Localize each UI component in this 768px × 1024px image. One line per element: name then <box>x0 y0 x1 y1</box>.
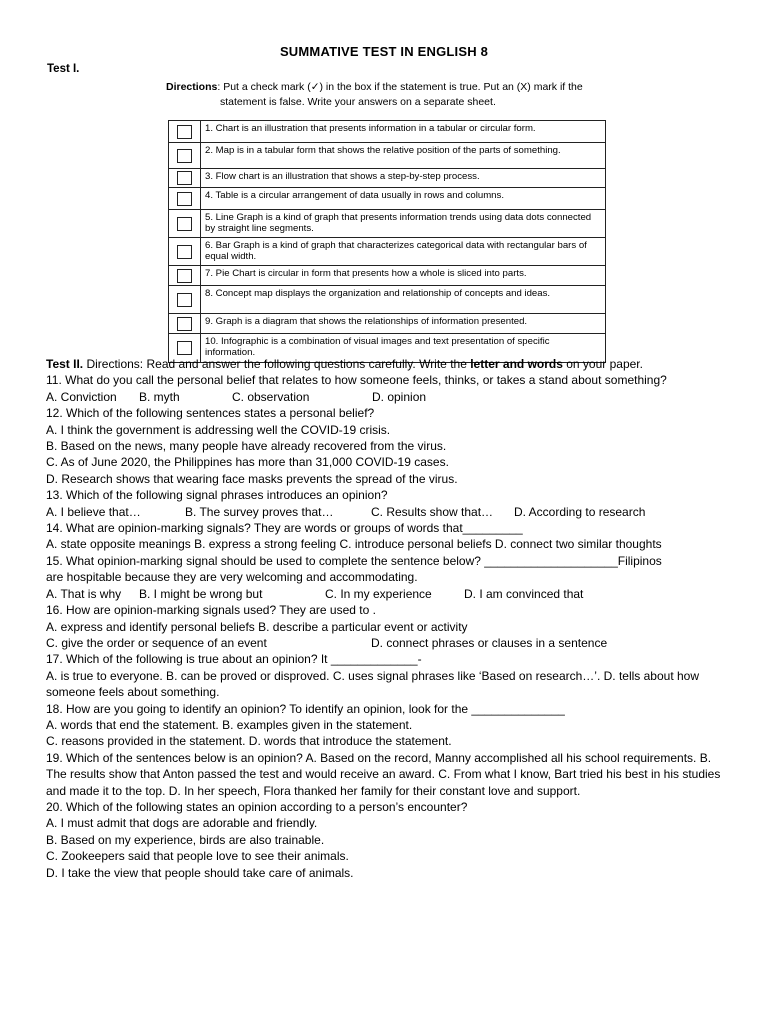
question-16-options-cd <box>46 635 726 651</box>
table-row <box>169 169 606 188</box>
question-20: 20. Which of the following states an opinion according to a person’s encounter? <box>46 799 468 814</box>
table-row <box>169 238 606 266</box>
option-c: C. In my experience <box>325 586 432 601</box>
question-11: 11. What do you call the personal belief that relates to how someone feels, thinks, or takes a stand about something? <box>46 373 667 388</box>
option-d: D. opinion <box>372 389 427 404</box>
statement-text: 1. Chart is an illustration that presents information in a tabular or circular form. <box>201 121 606 143</box>
table-row <box>169 210 606 238</box>
statement-text: 6. Bar Graph is a kind of graph that characterizes categorical data with rectangular bars of equal width. <box>201 238 606 266</box>
option-c: C. give the order or sequence of an event <box>46 635 267 650</box>
option-d: D. Research shows that wearing face masks prevents the spread of the virus. <box>46 471 458 486</box>
option-d: D. I am convinced that <box>464 586 584 601</box>
option-d: D. According to research <box>514 504 646 519</box>
true-false-table <box>168 120 606 363</box>
option-d: D. connect phrases or clauses in a sentence <box>371 635 608 650</box>
option-b: B. Based on the news, many people have already recovered from the virus. <box>46 439 447 454</box>
question-13-options <box>46 504 726 520</box>
option-c: C. observation <box>232 389 310 404</box>
option-c: C. As of June 2020, the Philippines has more than 31,000 COVID-19 cases. <box>46 455 449 470</box>
question-15-options <box>46 586 726 602</box>
option-c: C. Zookeepers said that people love to see their animals. <box>46 849 349 864</box>
statement-text: 3. Flow chart is an illustration that shows a step-by-step process. <box>201 169 606 188</box>
test-1-directions <box>166 80 616 110</box>
option-c: C. Results show that… <box>371 504 494 519</box>
option-a: A. Conviction <box>46 389 117 404</box>
question-18: 18. How are you going to identify an opinion? To identify an opinion, look for the ______________ <box>46 701 565 716</box>
answer-checkbox[interactable] <box>177 192 192 206</box>
answer-checkbox[interactable] <box>177 149 192 163</box>
question-16: 16. How are opinion-marking signals used? They are used to . <box>46 603 376 618</box>
test-2-heading: Test II. <box>46 357 84 371</box>
question-18-options-cd: C. reasons provided in the statement. D. words that introduce the statement. <box>46 734 452 749</box>
question-19: 19. Which of the sentences below is an opinion? A. Based on the record, Manny accomplished all his school requirements. B. The results show that Anton passed the test and would receive an award. C. From what I know, Bart tried his best in his studies and made it to the top. D. In her speech, Flora thanked her family for their constant love and support. <box>46 750 721 798</box>
answer-checkbox[interactable] <box>177 217 192 231</box>
question-14-options: A. state opposite meanings B. express a strong feeling C. introduce personal beliefs D. connect two similar thoughts <box>46 537 662 552</box>
option-a: A. I believe that… <box>46 504 141 519</box>
option-b: B. myth <box>139 389 180 404</box>
statement-text: 9. Graph is a diagram that shows the relationships of information presented. <box>201 314 606 334</box>
directions-line-1 <box>166 80 616 95</box>
answer-checkbox[interactable] <box>177 125 192 139</box>
question-12: 12. Which of the following sentences states a personal belief? <box>46 406 375 421</box>
answer-checkbox[interactable] <box>177 245 192 259</box>
directions-label: Directions <box>166 81 218 93</box>
question-14: 14. What are opinion-marking signals? They are words or groups of words that_________ <box>46 521 523 536</box>
test-2-section <box>46 356 726 881</box>
directions-line-2: statement is false. Write your answers on a separate sheet. <box>220 96 496 108</box>
option-b: B. I might be wrong but <box>139 586 263 601</box>
statement-text: 10. Infographic is a combination of visual images and text presentation of specific information. <box>201 334 606 363</box>
question-17-options: A. is true to everyone. B. can be proved or disproved. C. uses signal phrases like ‘Based on research…’. D. tells about how someone feels about something. <box>46 668 700 700</box>
question-18-options-ab: A. words that end the statement. B. examples given in the statement. <box>46 717 413 732</box>
question-15: 15. What opinion-marking signal should be used to complete the sentence below? ____________________Filipinos <box>46 553 662 568</box>
directions-text-1: : Put a check mark (✓) in the box if the statement is true. Put an (X) mark if the <box>217 81 583 93</box>
option-d: D. I take the view that people should take care of animals. <box>46 865 354 880</box>
option-a: A. That is why <box>46 586 122 601</box>
option-b: B. The survey proves that… <box>185 504 334 519</box>
question-11-options <box>46 389 726 405</box>
statement-text: 8. Concept map displays the organization and relationship of concepts and ideas. <box>201 286 606 314</box>
table-row <box>169 143 606 169</box>
table-row <box>169 188 606 210</box>
option-a: A. I think the government is addressing well the COVID-19 crisis. <box>46 422 391 437</box>
question-17: 17. Which of the following is true about an opinion? It _____________- <box>46 652 422 667</box>
statement-text: 7. Pie Chart is circular in form that presents how a whole is sliced into parts. <box>201 266 606 286</box>
option-a: A. I must admit that dogs are adorable and friendly. <box>46 816 318 831</box>
answer-checkbox[interactable] <box>177 171 192 185</box>
table-row <box>169 286 606 314</box>
statement-text: 2. Map is in a tabular form that shows the relative position of the parts of something. <box>201 143 606 169</box>
question-16-options-ab: A. express and identify personal beliefs B. describe a particular event or activity <box>46 619 468 634</box>
page-title: SUMMATIVE TEST IN ENGLISH 8 <box>279 44 489 59</box>
statement-text: 5. Line Graph is a kind of graph that presents information trends using data dots connected by straight line segments. <box>201 210 606 238</box>
answer-checkbox[interactable] <box>177 293 192 307</box>
question-13: 13. Which of the following signal phrases introduces an opinion? <box>46 488 388 503</box>
test-2-directions: Test II. Directions: Read and answer the following questions carefully. Write the letter and words on your paper. <box>46 357 643 371</box>
answer-checkbox[interactable] <box>177 269 192 283</box>
table-row <box>169 121 606 143</box>
test-1-heading: Test I. <box>47 63 80 75</box>
table-row <box>169 266 606 286</box>
statement-text: 4. Table is a circular arrangement of data usually in rows and columns. <box>201 188 606 210</box>
answer-checkbox[interactable] <box>177 341 192 355</box>
answer-checkbox[interactable] <box>177 317 192 331</box>
option-b: B. Based on my experience, birds are also trainable. <box>46 832 325 847</box>
question-15-continued: are hospitable because they are very welcoming and accommodating. <box>46 570 418 585</box>
table-row <box>169 314 606 334</box>
